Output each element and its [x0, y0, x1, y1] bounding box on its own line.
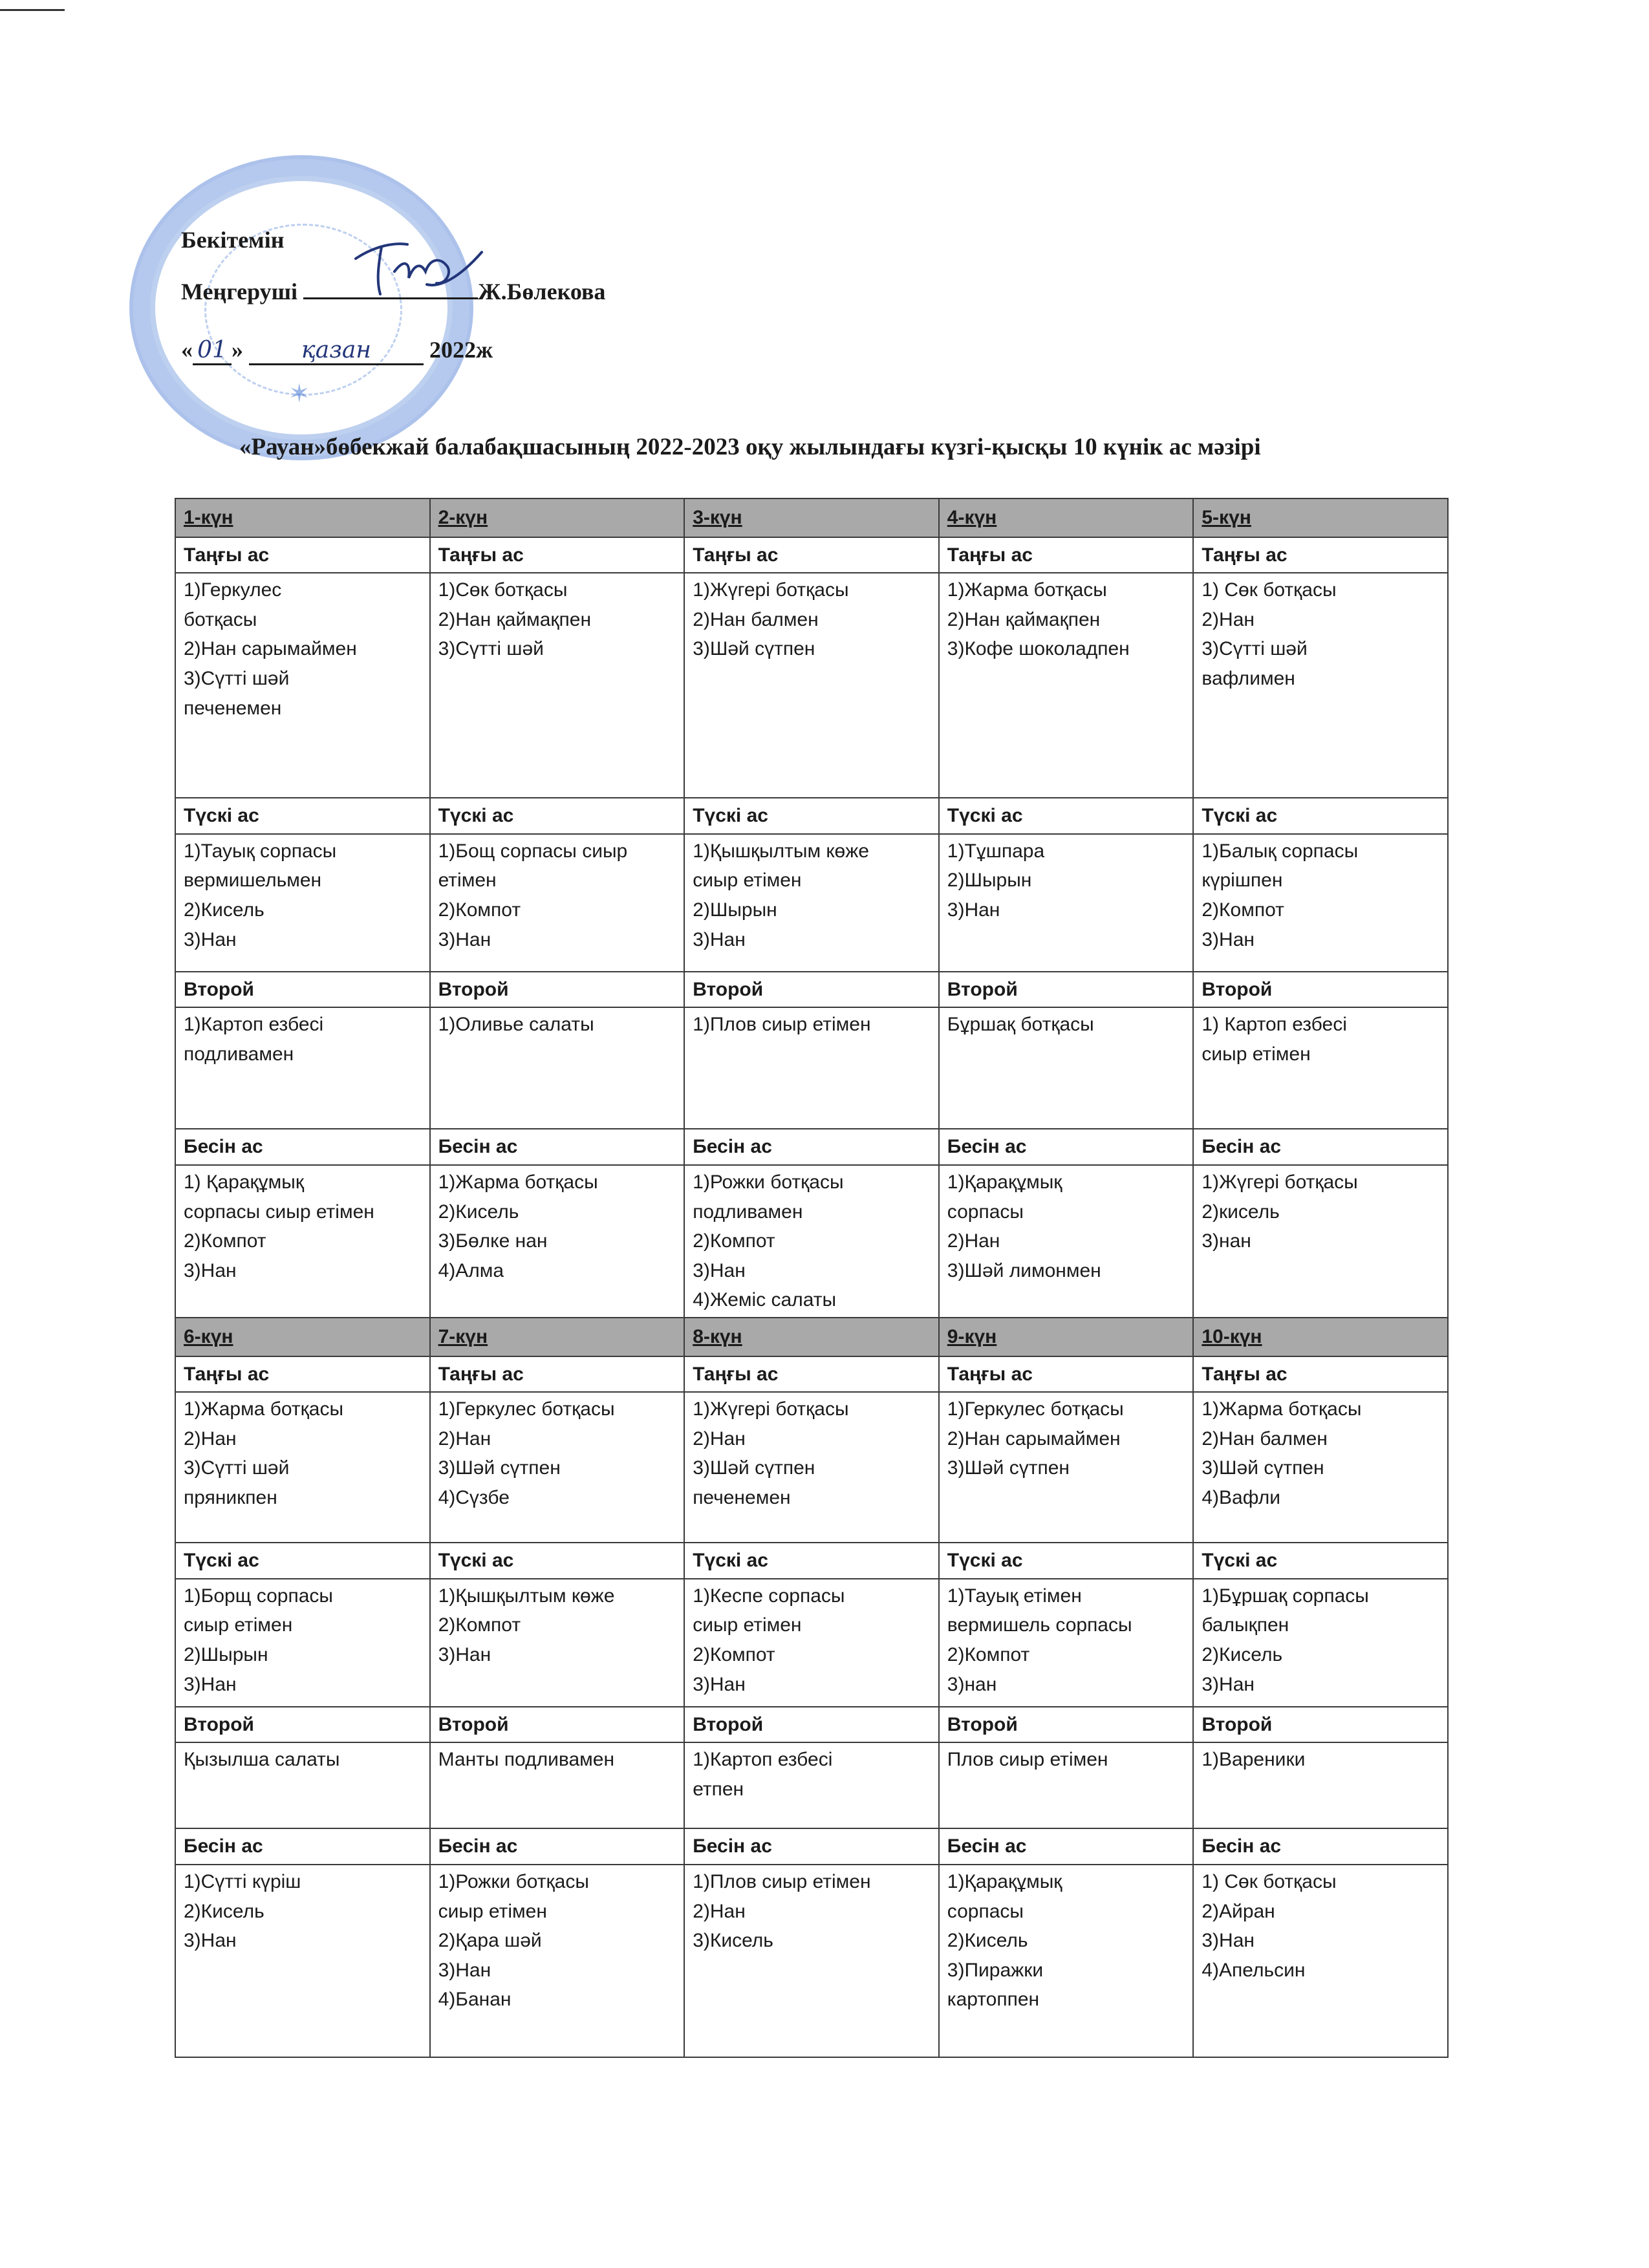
menu-item: вермишельмен — [184, 870, 322, 892]
meal-label: Таңғы ас — [175, 537, 430, 573]
meal-items-cell — [1193, 1007, 1448, 1129]
menu-item: 2)Нан балмен — [693, 608, 819, 630]
date-close-quote: » — [232, 337, 243, 363]
meal-items-cell — [684, 1007, 939, 1129]
menu-item: 2)Кисель — [184, 1900, 264, 1922]
menu-item: 4)Сүзбе — [438, 1486, 510, 1508]
meal-label: Таңғы ас — [939, 537, 1194, 573]
menu-item: 3)Нан — [438, 928, 491, 950]
meal-label: Бесін ас — [1193, 1129, 1448, 1165]
menu-item: сорпасы — [947, 1201, 1024, 1223]
day-header: 10-күн — [1193, 1318, 1448, 1356]
menu-item: 1)Бұршақ сорпасы — [1202, 1585, 1369, 1607]
menu-item: 2)Компот — [693, 1643, 775, 1665]
menu-item: 1)Плов сиыр етімен — [693, 1870, 871, 1892]
menu-item: 3)Нан — [438, 1643, 491, 1665]
meal-items-cell — [684, 1392, 939, 1543]
menu-item: подливамен — [693, 1201, 803, 1223]
stamp-star-icon: ✶ — [288, 379, 310, 409]
menu-item: 2)Қара шәй — [438, 1930, 542, 1952]
menu-item: 2)Нан қаймақпен — [438, 608, 592, 630]
meal-label: Түскі ас — [430, 798, 685, 834]
meal-label: Таңғы ас — [430, 1356, 685, 1393]
meal-label: Второй — [684, 972, 939, 1008]
menu-item: сиыр етімен — [438, 1900, 547, 1922]
menu-item: 3)Нан — [693, 1673, 746, 1695]
meal-items-cell — [684, 834, 939, 972]
menu-item: 1)Жарма ботқасы — [184, 1398, 344, 1420]
menu-item: 1)Борщ сорпасы — [184, 1585, 333, 1607]
meal-items-cell — [1193, 573, 1448, 798]
meal-label: Түскі ас — [175, 798, 430, 834]
meal-label: Бесін ас — [939, 1129, 1194, 1165]
menu-item: 1)Қышқылтым көже — [438, 1585, 615, 1607]
day-header: 6-күн — [175, 1318, 430, 1356]
menu-item: 3)Нан — [184, 1259, 237, 1281]
menu-item: картоппен — [947, 1989, 1040, 2011]
menu-item: 3)Нан — [1202, 928, 1255, 950]
meal-items-cell — [684, 1865, 939, 2057]
menu-item: балықпен — [1202, 1614, 1289, 1636]
meal-label: Бесін ас — [684, 1828, 939, 1865]
date-open-quote: « — [181, 337, 193, 363]
menu-item: 1)Қарақұмық — [947, 1171, 1062, 1193]
meal-items-cell — [430, 834, 685, 972]
menu-item: 2)Компот — [693, 1230, 775, 1252]
menu-item: 3)Кисель — [693, 1930, 773, 1952]
menu-item: Плов сиыр етімен — [947, 1749, 1108, 1771]
menu-item: сорпасы сиыр етімен — [184, 1201, 374, 1223]
meal-items-cell — [175, 834, 430, 972]
menu-item: 1)Картоп езбесі — [693, 1749, 833, 1771]
meal-label: Второй — [430, 972, 685, 1008]
menu-item: 1) Сөк ботқасы — [1202, 1870, 1337, 1892]
menu-item: подливамен — [184, 1043, 294, 1065]
menu-item: 3)Бөлке нан — [438, 1230, 548, 1252]
day-header: 8-күн — [684, 1318, 939, 1356]
menu-item: 1)Геркулес ботқасы — [947, 1398, 1124, 1420]
menu-item: 1)Жүгері ботқасы — [693, 1398, 849, 1420]
menu-item: 1)Жүгері ботқасы — [1202, 1171, 1358, 1193]
document-title: «Рауан»бөбекжай балабақшасының 2022-2023 оқу жылындағы күзгі-қысқы 10 күнік ас мәзірі — [239, 434, 1261, 460]
menu-item: 1)Қышқылтым көже — [693, 840, 869, 862]
menu-item: 3)Нан — [184, 1673, 237, 1695]
meal-label: Таңғы ас — [175, 1356, 430, 1393]
meal-items-cell — [684, 1742, 939, 1828]
approval-date — [181, 336, 493, 365]
menu-item: 1)Балық сорпасы — [1202, 840, 1359, 862]
menu-item: 3)Нан — [1202, 1673, 1255, 1695]
menu-item: сиыр етімен — [1202, 1043, 1311, 1065]
meal-items-cell — [430, 1579, 685, 1707]
menu-item: 2)Нан сарымаймен — [184, 638, 357, 660]
menu-item: 3)Сүтті шәй — [184, 667, 290, 689]
approval-title: Бекітемін — [181, 227, 285, 253]
meal-items-cell — [1193, 1165, 1448, 1318]
day-header: 3-күн — [684, 498, 939, 537]
meal-items-cell — [684, 1579, 939, 1707]
meal-items-row — [175, 1579, 1448, 1707]
meal-label: Түскі ас — [939, 1543, 1194, 1579]
menu-item: 1)Плов сиыр етімен — [693, 1014, 871, 1036]
menu-item: 3)Кофе шоколадпен — [947, 638, 1130, 660]
menu-item: сиыр етімен — [693, 870, 802, 892]
meal-label-row — [175, 537, 1448, 573]
meal-items-row — [175, 1865, 1448, 2057]
meal-items-cell — [1193, 1392, 1448, 1543]
meal-items-cell — [939, 1392, 1194, 1543]
menu-item: 3)Сүтті шәй — [184, 1457, 290, 1479]
meal-label: Таңғы ас — [430, 537, 685, 573]
menu-item: 3)Шәй лимонмен — [947, 1259, 1101, 1281]
meal-items-cell — [939, 573, 1194, 798]
menu-item: 2)Шырын — [693, 899, 777, 921]
meal-label: Бесін ас — [430, 1828, 685, 1865]
meal-label: Бесін ас — [684, 1129, 939, 1165]
meal-label: Таңғы ас — [684, 1356, 939, 1393]
menu-table — [175, 498, 1449, 2058]
menu-item: Манты подливамен — [438, 1749, 615, 1771]
official-round-stamp — [129, 155, 473, 460]
meal-items-cell — [939, 834, 1194, 972]
meal-label: Второй — [939, 1707, 1194, 1743]
menu-item: 4)Вафли — [1202, 1486, 1281, 1508]
menu-item: 2)Айран — [1202, 1900, 1275, 1922]
menu-item: 3)Шәй сүтпен — [693, 1457, 815, 1479]
menu-item: 3)Шәй сүтпен — [438, 1457, 561, 1479]
menu-item: 2)Кисель — [184, 899, 264, 921]
meal-label: Таңғы ас — [1193, 537, 1448, 573]
menu-item: 2)Кисель — [947, 1930, 1028, 1952]
meal-label: Второй — [175, 972, 430, 1008]
menu-item: 1)Тұшпара — [947, 840, 1045, 862]
menu-item: 1)Тауық етімен — [947, 1585, 1082, 1607]
menu-item: 2)Нан — [184, 1428, 237, 1450]
meal-label: Бесін ас — [430, 1129, 685, 1165]
menu-item: 1)Бощ сорпасы сиыр — [438, 840, 628, 862]
menu-item: 3)Сүтті шәй — [438, 638, 544, 660]
menu-item: 2)Компот — [184, 1230, 266, 1252]
meal-items-cell — [1193, 1865, 1448, 2057]
meal-items-cell — [1193, 1579, 1448, 1707]
day-header: 2-күн — [430, 498, 685, 537]
meal-items-cell — [175, 1742, 430, 1828]
menu-item: 1)Кеспе сорпасы — [693, 1585, 845, 1607]
menu-item: 2)Кисель — [438, 1201, 519, 1223]
meal-items-cell — [939, 1742, 1194, 1828]
meal-items-row — [175, 573, 1448, 798]
menu-item: 1)Оливье салаты — [438, 1014, 594, 1036]
menu-item: 1)Жарма ботқасы — [947, 579, 1107, 601]
day-header-row — [175, 1318, 1448, 1356]
menu-item: печенемен — [184, 697, 282, 719]
menu-item: 2)Шырын — [947, 870, 1032, 892]
menu-item: 2)Компот — [947, 1643, 1030, 1665]
menu-item: 2)Шырын — [184, 1643, 268, 1665]
meal-label: Түскі ас — [430, 1543, 685, 1579]
menu-item: 2)Компот — [1202, 899, 1284, 921]
menu-item: 3)Нан — [184, 928, 237, 950]
meal-label: Таңғы ас — [1193, 1356, 1448, 1393]
menu-item: 1)Картоп езбесі — [184, 1014, 324, 1036]
menu-item: 3)Нан — [1202, 1930, 1255, 1952]
menu-item: 1) Сөк ботқасы — [1202, 579, 1337, 601]
meal-label-row — [175, 1543, 1448, 1579]
menu-item: 2)Нан — [947, 1230, 1000, 1252]
meal-items-cell — [939, 1165, 1194, 1318]
menu-item: 1)Вареники — [1202, 1749, 1306, 1771]
menu-item: 2)Кисель — [1202, 1643, 1283, 1665]
menu-item: 1) Қарақұмық — [184, 1171, 304, 1193]
menu-item: күрішпен — [1202, 870, 1283, 892]
meal-label: Таңғы ас — [684, 537, 939, 573]
menu-item: 1)Тауық сорпасы — [184, 840, 337, 862]
meal-items-cell — [430, 1165, 685, 1318]
menu-item: печенемен — [693, 1486, 791, 1508]
meal-items-row — [175, 1742, 1448, 1828]
meal-items-cell — [430, 1007, 685, 1129]
meal-items-cell — [1193, 834, 1448, 972]
menu-item: 2)Нан — [1202, 608, 1255, 630]
meal-items-cell — [175, 1865, 430, 2057]
menu-item: 3)Шәй сүтпен — [1202, 1457, 1324, 1479]
meal-label-row — [175, 1828, 1448, 1865]
menu-item: 4)Жеміс салаты — [693, 1289, 837, 1311]
menu-item: 1)Геркулес ботқасы — [438, 1398, 615, 1420]
menu-item: 3)Нан — [947, 899, 1000, 921]
meal-items-cell — [939, 1007, 1194, 1129]
menu-item: 1)Рожки ботқасы — [693, 1171, 844, 1193]
meal-label: Таңғы ас — [939, 1356, 1194, 1393]
menu-item: 3)Нан — [184, 1930, 237, 1952]
meal-items-cell — [175, 1392, 430, 1543]
menu-item: Бұршақ ботқасы — [947, 1014, 1094, 1036]
menu-item: вафлимен — [1202, 667, 1295, 689]
menu-item: 2)Нан балмен — [1202, 1428, 1328, 1450]
head-label: Меңгеруші — [181, 279, 298, 305]
meal-label: Бесін ас — [175, 1828, 430, 1865]
meal-items-cell — [939, 1865, 1194, 2057]
menu-item: 1)Жүгері ботқасы — [693, 579, 849, 601]
meal-items-cell — [175, 1579, 430, 1707]
menu-item: 1)Сүтті күріш — [184, 1870, 301, 1892]
menu-item: 1)Жарма ботқасы — [1202, 1398, 1362, 1420]
meal-items-cell — [430, 1865, 685, 2057]
menu-item: 2)Нан — [438, 1428, 491, 1450]
menu-item: пряникпен — [184, 1486, 277, 1508]
meal-items-cell — [175, 1165, 430, 1318]
day-header: 9-күн — [939, 1318, 1194, 1356]
day-header-row — [175, 498, 1448, 537]
meal-label: Второй — [1193, 972, 1448, 1008]
meal-label-row — [175, 1129, 1448, 1165]
meal-label: Түскі ас — [684, 798, 939, 834]
menu-item: 3)Сүтті шәй — [1202, 638, 1308, 660]
day-header: 4-күн — [939, 498, 1194, 537]
meal-label-row — [175, 972, 1448, 1008]
meal-label: Түскі ас — [684, 1543, 939, 1579]
menu-item: 2)Компот — [438, 899, 521, 921]
menu-item: етпен — [693, 1778, 744, 1800]
menu-item: 3)Шәй сүтпен — [947, 1457, 1070, 1479]
meal-label: Бесін ас — [939, 1828, 1194, 1865]
meal-items-row — [175, 834, 1448, 972]
menu-item: 2)Нан — [693, 1900, 746, 1922]
menu-item: 1)Рожки ботқасы — [438, 1870, 589, 1892]
day-header: 5-күн — [1193, 498, 1448, 537]
day-header: 1-күн — [175, 498, 430, 537]
menu-item: сиыр етімен — [693, 1614, 802, 1636]
date-month: қазан — [249, 337, 424, 365]
menu-item: 2)Нан қаймақпен — [947, 608, 1101, 630]
menu-item: 4)Алма — [438, 1259, 504, 1281]
meal-label: Бесін ас — [175, 1129, 430, 1165]
meal-items-cell — [1193, 1742, 1448, 1828]
meal-label: Второй — [939, 972, 1194, 1008]
meal-label: Түскі ас — [1193, 1543, 1448, 1579]
date-year: 2022ж — [429, 337, 493, 363]
menu-item: 3)Нан — [438, 1959, 491, 1981]
menu-item: 3)Шәй сүтпен — [693, 638, 815, 660]
menu-item: 4)Банан — [438, 1989, 512, 2011]
menu-item: етімен — [438, 870, 497, 892]
menu-item: ботқасы — [184, 608, 257, 630]
meal-items-row — [175, 1165, 1448, 1318]
menu-item: Қызылша салаты — [184, 1749, 340, 1771]
meal-label: Второй — [430, 1707, 685, 1743]
meal-items-cell — [175, 573, 430, 798]
menu-item: 3)Нан — [693, 928, 746, 950]
meal-label: Түскі ас — [1193, 798, 1448, 834]
date-day: 01 — [193, 337, 232, 365]
meal-label-row — [175, 1356, 1448, 1393]
meal-label: Бесін ас — [1193, 1828, 1448, 1865]
meal-label: Второй — [1193, 1707, 1448, 1743]
menu-item: сиыр етімен — [184, 1614, 293, 1636]
menu-item: 3)Нан — [693, 1259, 746, 1281]
menu-item: вермишель сорпасы — [947, 1614, 1132, 1636]
menu-item: 3)Пиражки — [947, 1959, 1044, 1981]
meal-label: Түскі ас — [939, 798, 1194, 834]
menu-item: 2)Нан сарымаймен — [947, 1428, 1121, 1450]
menu-item: 3)нан — [1202, 1230, 1251, 1252]
meal-items-row — [175, 1392, 1448, 1543]
top-edge-line — [0, 9, 65, 11]
meal-items-cell — [684, 1165, 939, 1318]
meal-label: Второй — [684, 1707, 939, 1743]
meal-items-cell — [175, 1007, 430, 1129]
meal-items-cell — [684, 573, 939, 798]
menu-item: 1)Жарма ботқасы — [438, 1171, 598, 1193]
meal-label-row — [175, 1707, 1448, 1743]
menu-item: 2)кисель — [1202, 1201, 1280, 1223]
menu-item: 1)Қарақұмық — [947, 1870, 1062, 1892]
menu-item: 2)Нан — [693, 1428, 746, 1450]
meal-items-cell — [939, 1579, 1194, 1707]
meal-label-row — [175, 798, 1448, 834]
meal-items-cell — [430, 1392, 685, 1543]
menu-item: 1)Сөк ботқасы — [438, 579, 568, 601]
meal-label: Второй — [175, 1707, 430, 1743]
head-name: Ж.Бөлекова — [478, 279, 606, 305]
menu-item: 1)Геркулес — [184, 579, 282, 601]
meal-items-cell — [430, 573, 685, 798]
menu-item: 2)Компот — [438, 1614, 521, 1636]
menu-item: 4)Апельсин — [1202, 1959, 1306, 1981]
menu-item: 1) Картоп езбесі — [1202, 1014, 1347, 1036]
menu-item: сорпасы — [947, 1900, 1024, 1922]
meal-label: Түскі ас — [175, 1543, 430, 1579]
menu-item: 3)нан — [947, 1673, 997, 1695]
day-header: 7-күн — [430, 1318, 685, 1356]
meal-items-cell — [430, 1742, 685, 1828]
meal-items-row — [175, 1007, 1448, 1129]
handwritten-signature — [349, 233, 491, 304]
